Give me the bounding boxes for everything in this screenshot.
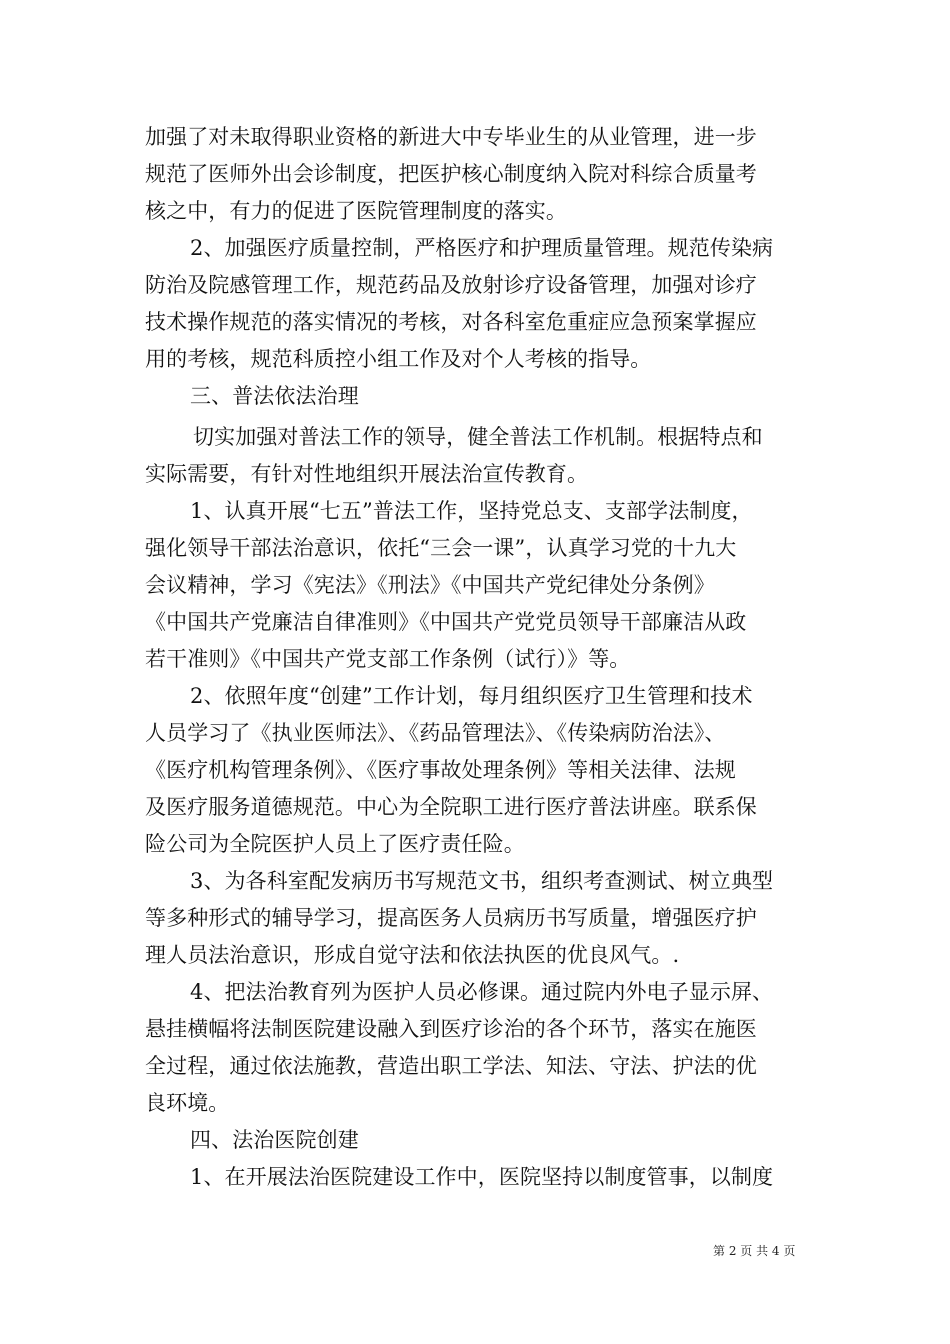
text-line: 规范了医师外出会诊制度，把医护核心制度纳入院对科综合质量考 xyxy=(145,162,757,186)
text-line: 及医疗服务道德规范。中心为全院职工进行医疗普法讲座。联系保 xyxy=(145,795,757,819)
text-line: 理人员法治意识，形成自觉守法和依法执医的优良风气。. xyxy=(145,943,680,967)
text-line: 全过程，通过依法施教，营造出职工学法、知法、守法、护法的优 xyxy=(145,1054,757,1078)
text-line: 1、在开展法治医院建设工作中，医院坚持以制度管事，以制度 xyxy=(190,1165,774,1189)
text-line: 2、加强医疗质量控制，严格医疗和护理质量管理。规范传染病 xyxy=(190,236,774,260)
text-line: 险公司为全院医护人员上了医疗责任险。 xyxy=(145,832,525,856)
text-line: 4、把法治教育列为医护人员必修课。通过院内外电子显示屏、 xyxy=(190,980,774,1004)
text-line: 良环境。 xyxy=(145,1091,230,1115)
text-line: 等多种形式的辅导学习，提高医务人员病历书写质量，增强医疗护 xyxy=(145,906,757,930)
text-line: 悬挂横幅将法制医院建设融入到医疗诊治的各个环节，落实在施医 xyxy=(145,1017,757,1041)
text-line: 《中国共产党廉洁自律准则》《中国共产党党员领导干部廉洁从政 xyxy=(145,610,747,634)
text-line: 用的考核，规范科质控小组工作及对个人考核的指导。 xyxy=(145,347,652,371)
text-line: 人员学习了《执业医师法》、《药品管理法》、《传染病防治法》、 xyxy=(145,721,726,745)
text-line: 加强了对未取得职业资格的新进大中专毕业生的从业管理，进一步 xyxy=(145,125,757,149)
page-number-footer: 第 2 页 共 4 页 xyxy=(713,1244,796,1258)
text-line: 会议精神，学习《宪法》《刑法》《中国共产党纪律处分条例》 xyxy=(145,573,715,597)
text-line: 切实加强对普法工作的领导，健全普法工作机制。根据特点和 xyxy=(193,425,763,449)
section-heading: 四、法治医院创建 xyxy=(190,1128,359,1152)
text-line: 防治及院感管理工作，规范药品及放射诊疗设备管理，加强对诊疗 xyxy=(145,273,757,297)
text-line: 实际需要，有针对性地组织开展法治宣传教育。 xyxy=(145,462,589,486)
text-line: 1、认真开展“七五”普法工作，坚持党总支、支部学法制度， xyxy=(190,499,753,523)
text-line: 强化领导干部法治意识，依托“三会一课”，认真学习党的十九大 xyxy=(145,536,737,560)
text-line: 《医疗机构管理条例》、《医疗事故处理条例》等相关法律、法规 xyxy=(145,758,736,782)
text-line: 核之中，有力的促进了医院管理制度的落实。 xyxy=(145,199,567,223)
text-line: 3、为各科室配发病历书写规范文书，组织考查测试、树立典型 xyxy=(190,869,774,893)
text-line: 若干准则》《中国共产党支部工作条例（试行）》等。 xyxy=(145,647,631,671)
text-line: 技术操作规范的落实情况的考核，对各科室危重症应急预案掌握应 xyxy=(145,310,757,334)
section-heading: 三、普法依法治理 xyxy=(190,384,359,408)
text-line: 2、依照年度“创建”工作计划，每月组织医疗卫生管理和技术 xyxy=(190,684,753,708)
